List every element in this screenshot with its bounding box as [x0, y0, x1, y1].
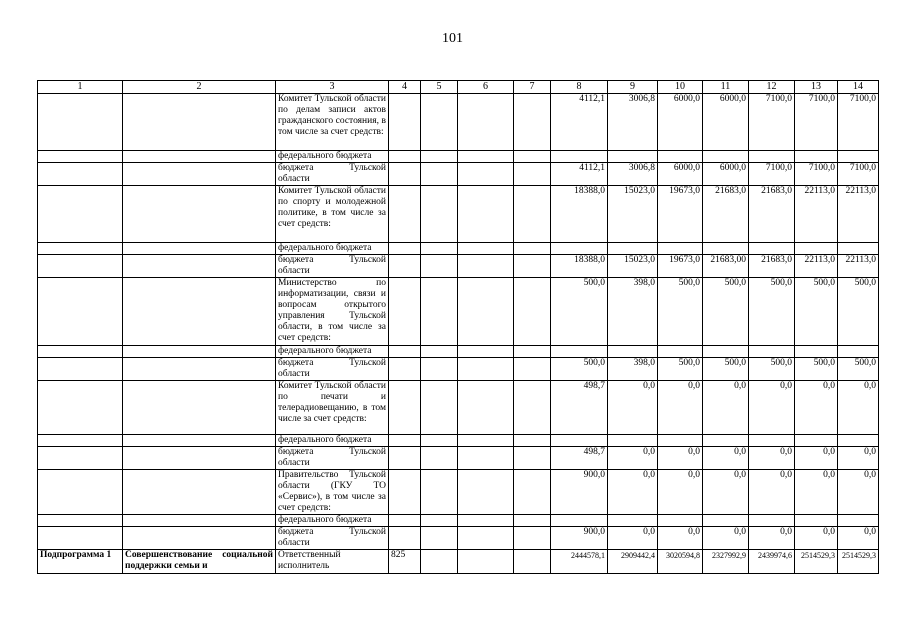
value-cell: 15023,0: [608, 255, 658, 278]
value-cell: [749, 151, 795, 163]
value-cell: 3006,8: [608, 163, 658, 186]
value-cell: 500,0: [658, 358, 703, 381]
value-cell: 0,0: [658, 447, 703, 470]
federal-budget-description: федерального бюджета: [276, 151, 389, 163]
value-cell: 500,0: [838, 278, 879, 346]
value-cell: [608, 346, 658, 358]
empty-cell: [389, 255, 421, 278]
value-cell: [658, 243, 703, 255]
empty-cell: [514, 381, 551, 435]
table-row: [38, 255, 879, 278]
value-cell: 3020594,8: [658, 550, 703, 574]
col2-cell: [123, 278, 276, 346]
col1-cell: [38, 278, 123, 346]
value-cell: 0,0: [658, 470, 703, 515]
regional-budget-description: бюджета Тульской области: [276, 527, 389, 550]
empty-cell: [421, 358, 458, 381]
value-cell: 500,0: [658, 278, 703, 346]
empty-cell: [389, 515, 421, 527]
empty-cell: [389, 470, 421, 515]
value-cell: 0,0: [749, 527, 795, 550]
empty-cell: [514, 255, 551, 278]
col2-cell: [123, 243, 276, 255]
col2-cell: [123, 151, 276, 163]
value-cell: 0,0: [703, 381, 749, 435]
empty-cell: [421, 255, 458, 278]
empty-cell: [389, 346, 421, 358]
col1-cell: [38, 186, 123, 243]
col2-cell: [123, 515, 276, 527]
empty-cell: [389, 435, 421, 447]
value-cell: [838, 151, 879, 163]
value-cell: [795, 151, 838, 163]
executor-description: Правительство Тульской области (ГКУ ТО «Сервис»), в том числе за счет средств:: [276, 470, 389, 515]
value-cell: [658, 151, 703, 163]
col1-cell: [38, 515, 123, 527]
value-cell: 18388,0: [551, 255, 608, 278]
value-cell: [749, 346, 795, 358]
value-cell: [838, 515, 879, 527]
col2-cell: [123, 346, 276, 358]
value-cell: [795, 435, 838, 447]
header-cell: 8: [551, 81, 608, 94]
value-cell: 0,0: [608, 527, 658, 550]
value-cell: 21683,0: [749, 255, 795, 278]
header-cell: 2: [123, 81, 276, 94]
empty-cell: [421, 447, 458, 470]
col1-cell: [38, 255, 123, 278]
value-cell: 0,0: [703, 447, 749, 470]
col1-cell: [38, 243, 123, 255]
table-row: [38, 243, 879, 255]
value-cell: 398,0: [608, 278, 658, 346]
empty-cell: [421, 151, 458, 163]
value-cell: [703, 243, 749, 255]
value-cell: [658, 515, 703, 527]
value-cell: 4112,1: [551, 94, 608, 151]
header-cell: 9: [608, 81, 658, 94]
regional-budget-description: бюджета Тульской области: [276, 255, 389, 278]
value-cell: [838, 243, 879, 255]
value-cell: [749, 243, 795, 255]
header-cell: 3: [276, 81, 389, 94]
value-cell: 21683,0: [749, 186, 795, 243]
col1-cell: [38, 527, 123, 550]
value-cell: 7100,0: [838, 163, 879, 186]
table-row: [38, 186, 879, 243]
value-cell: [838, 346, 879, 358]
value-cell: 0,0: [838, 527, 879, 550]
empty-cell: [421, 435, 458, 447]
value-cell: [608, 243, 658, 255]
value-cell: 0,0: [838, 470, 879, 515]
empty-cell: [458, 346, 514, 358]
empty-cell: [458, 527, 514, 550]
value-cell: [658, 435, 703, 447]
col1-cell: [38, 346, 123, 358]
col1-cell: [38, 163, 123, 186]
value-cell: 500,0: [703, 278, 749, 346]
col2-cell: [123, 255, 276, 278]
empty-cell: [389, 94, 421, 151]
col2-cell: [123, 94, 276, 151]
col1-cell: [38, 358, 123, 381]
col2-cell: [123, 447, 276, 470]
value-cell: 6000,0: [703, 163, 749, 186]
value-cell: [551, 435, 608, 447]
header-cell: 7: [514, 81, 551, 94]
empty-cell: [389, 358, 421, 381]
value-cell: 0,0: [658, 527, 703, 550]
empty-cell: [514, 186, 551, 243]
table-row: [38, 151, 879, 163]
responsible-executor: Ответственный исполнитель: [276, 550, 389, 574]
value-cell: [703, 346, 749, 358]
value-cell: 7100,0: [795, 94, 838, 151]
header-cell: 13: [795, 81, 838, 94]
executor-description: Комитет Тульской области по делам записи актов гражданского состояния, в том числе за счет средств:: [276, 94, 389, 151]
value-cell: 2439974,6: [749, 550, 795, 574]
value-cell: 21683,00: [703, 255, 749, 278]
header-cell: 6: [458, 81, 514, 94]
value-cell: 0,0: [795, 527, 838, 550]
value-cell: 7100,0: [749, 163, 795, 186]
value-cell: 0,0: [749, 381, 795, 435]
table-row: [38, 381, 879, 435]
value-cell: [608, 435, 658, 447]
empty-cell: [389, 163, 421, 186]
empty-cell: [458, 447, 514, 470]
federal-budget-description: федерального бюджета: [276, 435, 389, 447]
col2-cell: [123, 186, 276, 243]
empty-cell: [458, 358, 514, 381]
value-cell: 0,0: [795, 470, 838, 515]
value-cell: 0,0: [703, 470, 749, 515]
value-cell: [795, 243, 838, 255]
empty-cell: [389, 278, 421, 346]
empty-cell: [421, 470, 458, 515]
value-cell: 498,7: [551, 447, 608, 470]
col1-cell: [38, 151, 123, 163]
executor-description: Комитет Тульской области по печати и телерадиовещанию, в том числе за счет средств:: [276, 381, 389, 435]
empty-cell: [421, 278, 458, 346]
value-cell: [551, 346, 608, 358]
value-cell: 0,0: [838, 381, 879, 435]
col2-cell: [123, 527, 276, 550]
empty-cell: [514, 346, 551, 358]
value-cell: 498,7: [551, 381, 608, 435]
empty-cell: [421, 550, 458, 574]
regional-budget-description: бюджета Тульской области: [276, 447, 389, 470]
value-cell: [608, 515, 658, 527]
empty-cell: [389, 527, 421, 550]
subprogram-label: Подпрограмма 1: [38, 550, 123, 574]
empty-cell: [458, 243, 514, 255]
value-cell: 2514529,3: [838, 550, 879, 574]
value-cell: 900,0: [551, 527, 608, 550]
value-cell: 7100,0: [795, 163, 838, 186]
value-cell: 500,0: [795, 278, 838, 346]
table-row: [38, 278, 879, 346]
empty-cell: [514, 550, 551, 574]
empty-cell: [389, 243, 421, 255]
value-cell: 0,0: [608, 470, 658, 515]
header-cell: 11: [703, 81, 749, 94]
empty-cell: [458, 381, 514, 435]
value-cell: [658, 346, 703, 358]
header-cell: 5: [421, 81, 458, 94]
col1-cell: [38, 470, 123, 515]
value-cell: [838, 435, 879, 447]
value-cell: 0,0: [658, 381, 703, 435]
value-cell: 900,0: [551, 470, 608, 515]
value-cell: [703, 435, 749, 447]
value-cell: 0,0: [703, 527, 749, 550]
empty-cell: [458, 515, 514, 527]
empty-cell: [421, 346, 458, 358]
value-cell: 0,0: [608, 447, 658, 470]
empty-cell: [514, 243, 551, 255]
empty-cell: [458, 186, 514, 243]
col2-cell: [123, 435, 276, 447]
empty-cell: [458, 435, 514, 447]
empty-cell: [389, 381, 421, 435]
value-cell: 0,0: [608, 381, 658, 435]
value-cell: 500,0: [749, 358, 795, 381]
empty-cell: [514, 151, 551, 163]
page-number: 101: [442, 31, 463, 46]
value-cell: 7100,0: [749, 94, 795, 151]
value-cell: 0,0: [749, 447, 795, 470]
value-cell: 7100,0: [838, 94, 879, 151]
value-cell: 398,0: [608, 358, 658, 381]
col2-cell: [123, 381, 276, 435]
empty-cell: [514, 278, 551, 346]
empty-cell: [421, 186, 458, 243]
value-cell: 0,0: [795, 381, 838, 435]
value-cell: 500,0: [703, 358, 749, 381]
empty-cell: [421, 243, 458, 255]
header-cell: 14: [838, 81, 879, 94]
value-cell: [749, 435, 795, 447]
value-cell: 500,0: [551, 358, 608, 381]
value-cell: [608, 151, 658, 163]
value-cell: 6000,0: [658, 94, 703, 151]
subprogram-row: [38, 550, 879, 574]
empty-cell: [421, 381, 458, 435]
federal-budget-description: федерального бюджета: [276, 243, 389, 255]
empty-cell: [458, 255, 514, 278]
header-cell: 4: [389, 81, 421, 94]
col2-cell: [123, 163, 276, 186]
value-cell: 22113,0: [838, 255, 879, 278]
empty-cell: [421, 94, 458, 151]
header-cell: 1: [38, 81, 123, 94]
value-cell: [551, 151, 608, 163]
empty-cell: [514, 515, 551, 527]
value-cell: 500,0: [795, 358, 838, 381]
value-cell: 22113,0: [795, 186, 838, 243]
table-row: [38, 447, 879, 470]
table-row: [38, 346, 879, 358]
value-cell: [749, 515, 795, 527]
table-row: [38, 358, 879, 381]
empty-cell: [514, 358, 551, 381]
empty-cell: [421, 163, 458, 186]
value-cell: [703, 515, 749, 527]
empty-cell: [458, 151, 514, 163]
col1-cell: [38, 447, 123, 470]
value-cell: 19673,0: [658, 255, 703, 278]
header-cell: 10: [658, 81, 703, 94]
empty-cell: [389, 186, 421, 243]
col2-cell: [123, 470, 276, 515]
empty-cell: [514, 94, 551, 151]
empty-cell: [514, 470, 551, 515]
value-cell: 4112,1: [551, 163, 608, 186]
value-cell: [795, 346, 838, 358]
empty-cell: [514, 527, 551, 550]
value-cell: 2444578,1: [551, 550, 608, 574]
table-row: [38, 515, 879, 527]
subprogram-title: Совершенствование социальной поддержки семьи и: [123, 550, 276, 574]
empty-cell: [389, 151, 421, 163]
value-cell: 18388,0: [551, 186, 608, 243]
value-cell: 22113,0: [795, 255, 838, 278]
value-cell: 0,0: [749, 470, 795, 515]
empty-cell: [514, 447, 551, 470]
regional-budget-description: бюджета Тульской области: [276, 358, 389, 381]
col2-cell: [123, 358, 276, 381]
federal-budget-description: федерального бюджета: [276, 515, 389, 527]
value-cell: [703, 151, 749, 163]
value-cell: 0,0: [838, 447, 879, 470]
value-cell: 0,0: [795, 447, 838, 470]
value-cell: 15023,0: [608, 186, 658, 243]
empty-cell: [458, 550, 514, 574]
header-cell: 12: [749, 81, 795, 94]
empty-cell: [458, 278, 514, 346]
regional-budget-description: бюджета Тульской области: [276, 163, 389, 186]
empty-cell: [458, 470, 514, 515]
executor-description: Комитет Тульской области по спорту и молодежной политике, в том числе за счет средств:: [276, 186, 389, 243]
col1-cell: [38, 435, 123, 447]
value-cell: [551, 515, 608, 527]
table-row: [38, 470, 879, 515]
value-cell: 19673,0: [658, 186, 703, 243]
value-cell: 3006,8: [608, 94, 658, 151]
empty-cell: [458, 163, 514, 186]
empty-cell: [514, 163, 551, 186]
value-cell: 2514529,3: [795, 550, 838, 574]
value-cell: [795, 515, 838, 527]
empty-cell: [458, 94, 514, 151]
value-cell: [551, 243, 608, 255]
value-cell: 2909442,4: [608, 550, 658, 574]
empty-cell: [421, 515, 458, 527]
value-cell: 21683,0: [703, 186, 749, 243]
value-cell: 22113,0: [838, 186, 879, 243]
value-cell: 2327992,9: [703, 550, 749, 574]
executor-description: Министерство по информатизации, связи и вопросам открытого управления Тульской области, в том числе за счет средств:: [276, 278, 389, 346]
value-cell: 500,0: [551, 278, 608, 346]
table-row: [38, 527, 879, 550]
empty-cell: [389, 447, 421, 470]
table-row: [38, 94, 879, 151]
value-cell: 6000,0: [703, 94, 749, 151]
col1-cell: [38, 94, 123, 151]
empty-cell: [514, 435, 551, 447]
grbs-code: 825: [389, 550, 421, 574]
table-row: [38, 435, 879, 447]
federal-budget-description: федерального бюджета: [276, 346, 389, 358]
col1-cell: [38, 381, 123, 435]
value-cell: 500,0: [838, 358, 879, 381]
header-row: [38, 81, 879, 94]
empty-cell: [421, 527, 458, 550]
table-row: [38, 163, 879, 186]
budget-table: [37, 80, 879, 574]
value-cell: 500,0: [749, 278, 795, 346]
value-cell: 6000,0: [658, 163, 703, 186]
